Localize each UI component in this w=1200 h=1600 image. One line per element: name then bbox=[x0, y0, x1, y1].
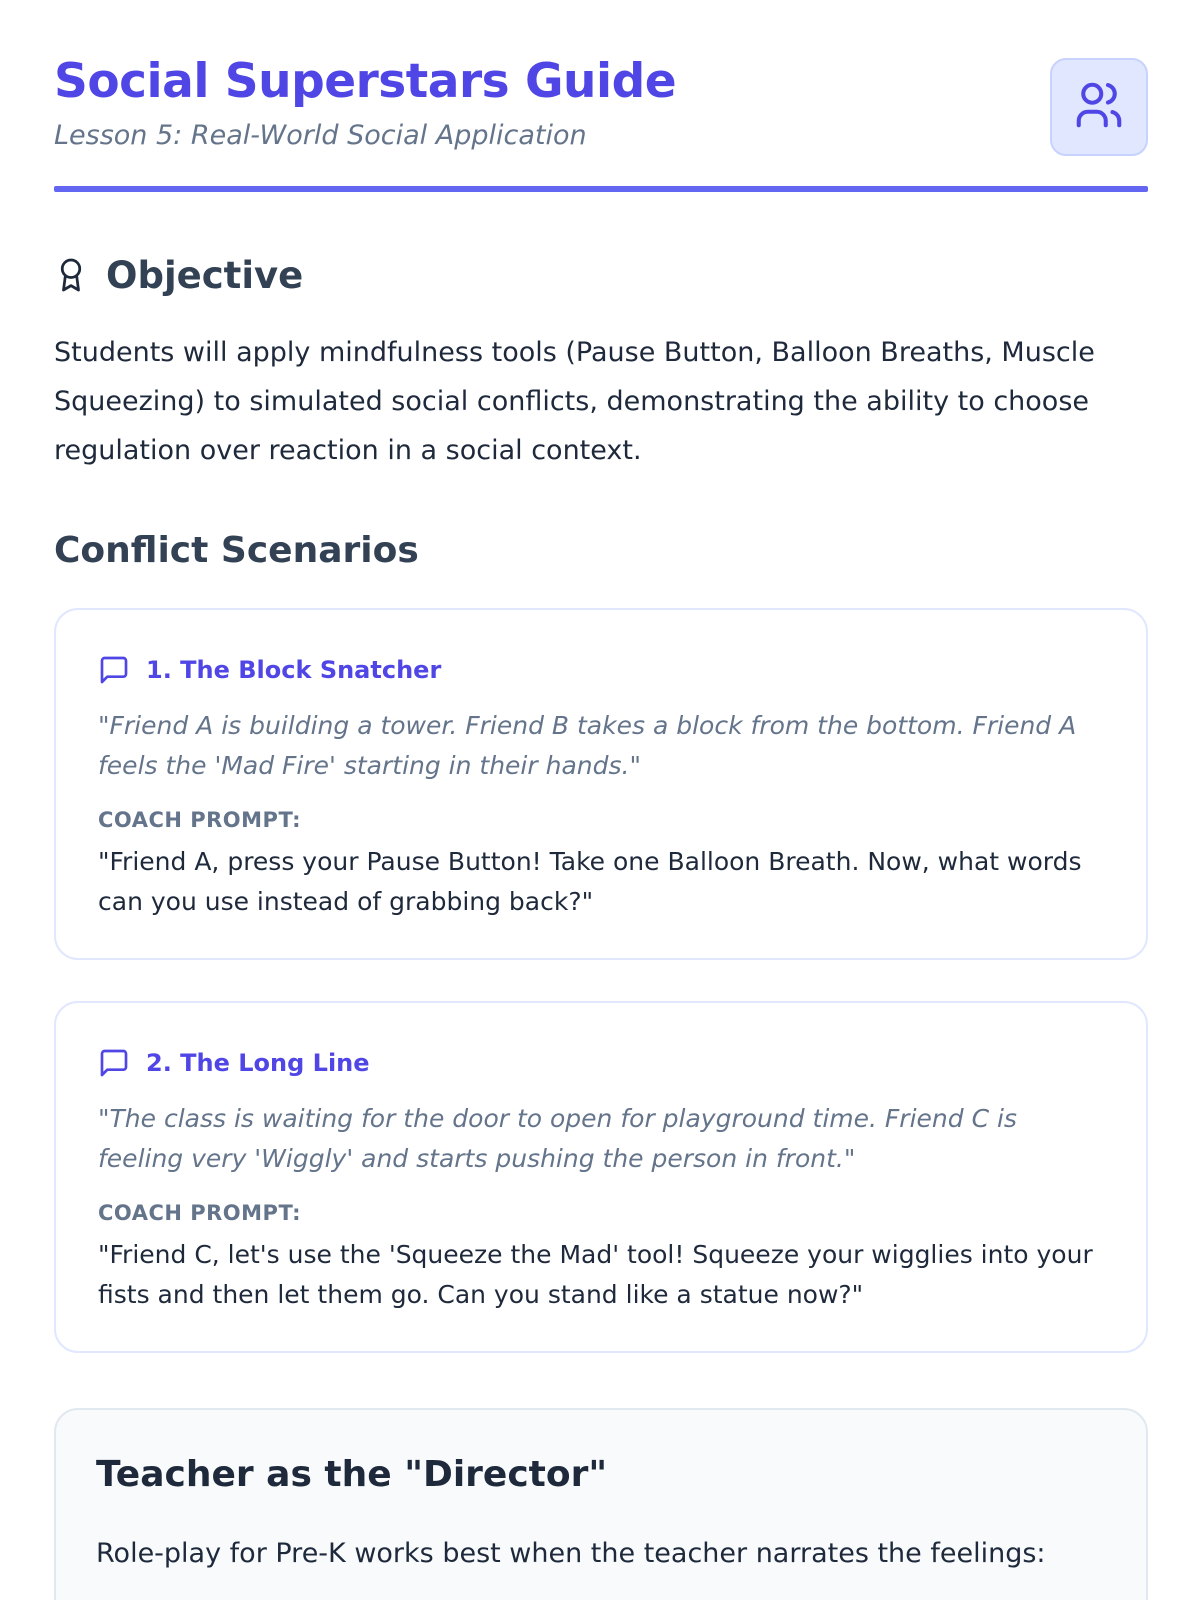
scenario-heading bbox=[98, 652, 441, 688]
director-title: Teacher as the "Director" bbox=[96, 1454, 608, 1495]
objective-title: Objective bbox=[106, 253, 304, 297]
header-divider bbox=[54, 186, 1148, 192]
scenario-card bbox=[54, 608, 1148, 960]
scenario-quote: "The class is waiting for the door to open for playground time. Friend C is feeling very 'Wiggly' and starts pushing the person in front." bbox=[98, 1104, 1017, 1173]
users-icon bbox=[1072, 78, 1126, 136]
scenario-quote: "Friend A is building a tower. Friend B takes a block from the bottom. Friend A feels the 'Mad Fire' starting in their hands." bbox=[98, 711, 1077, 780]
objective-heading bbox=[54, 250, 303, 300]
page-header bbox=[54, 50, 1148, 194]
scenario-title: 2. The Long Line bbox=[146, 1049, 370, 1077]
lesson-page bbox=[54, 0, 1148, 1600]
award-ribbon-icon bbox=[54, 255, 88, 295]
scenario-heading bbox=[98, 1045, 370, 1081]
scenario-title: 1. The Block Snatcher bbox=[146, 656, 442, 684]
coach-prompt-label: COACH PROMPT: bbox=[98, 1201, 302, 1225]
coach-prompt-text: "Friend A, press your Pause Button! Take one Balloon Breath. Now, what words can you use instead of grabbing back?" bbox=[98, 847, 1082, 916]
scenario-card bbox=[54, 1001, 1148, 1353]
page-title: Social Superstars Guide bbox=[54, 54, 677, 109]
message-square-icon bbox=[98, 1046, 132, 1080]
director-box bbox=[54, 1408, 1148, 1600]
scenarios-title: Conflict Scenarios bbox=[54, 530, 419, 571]
coach-prompt-label: COACH PROMPT: bbox=[98, 808, 302, 832]
users-badge bbox=[1050, 58, 1148, 156]
page-subtitle: Lesson 5: Real-World Social Application bbox=[54, 120, 587, 151]
coach-prompt-text: "Friend C, let's use the 'Squeeze the Mad' tool! Squeeze your wigglies into your fists and then let them go. Can you stand like a statue now?" bbox=[98, 1240, 1093, 1309]
objective-text: Students will apply mindfulness tools (Pause Button, Balloon Breaths, Muscle Squeezing) to simulated social conflicts, demonstrating the ability to choose regulation over reaction in a social context. bbox=[54, 337, 1095, 466]
message-square-icon bbox=[98, 653, 132, 687]
director-text: Role-play for Pre-K works best when the teacher narrates the feelings: bbox=[96, 1538, 1046, 1569]
